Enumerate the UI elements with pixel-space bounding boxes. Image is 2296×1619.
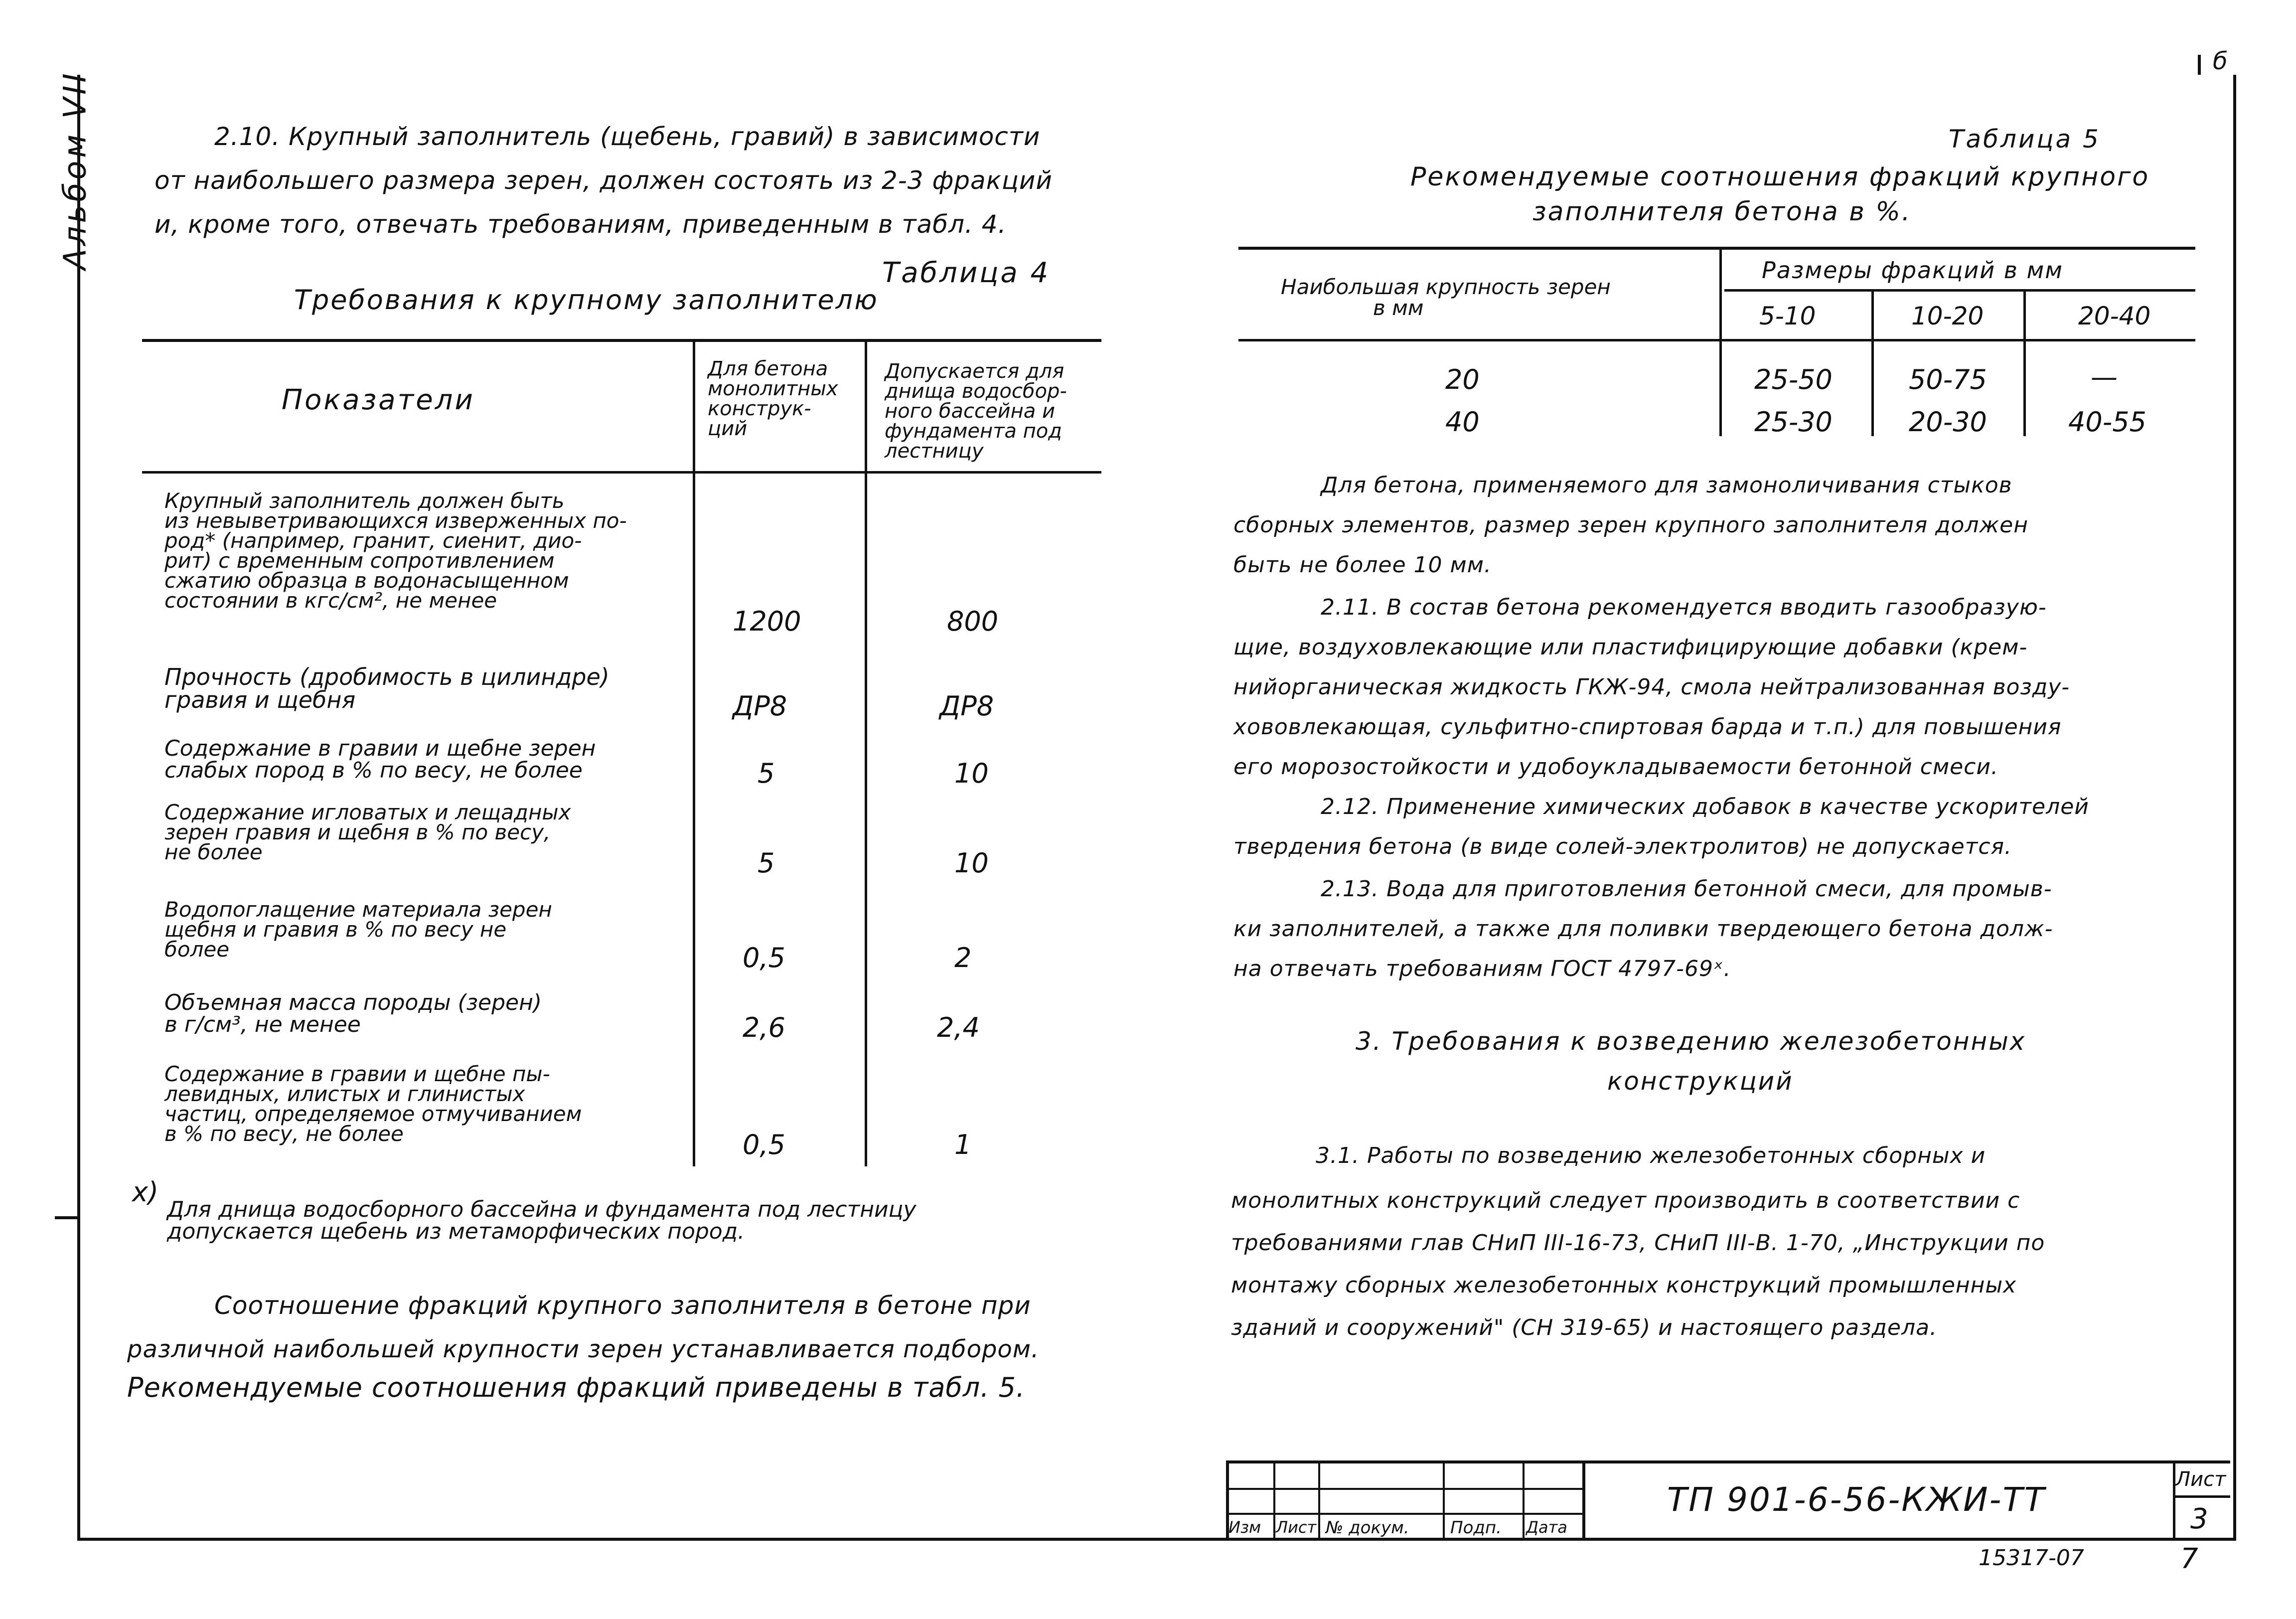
section-para-line: монолитных конструкций следует производить в соответствии с <box>1231 1188 2020 1213</box>
table5-head-col: 10-20 <box>1911 302 1984 330</box>
table-row: Объемная масса породы (зерен) в г/см³, не менее <box>164 990 542 1037</box>
section-para-line: 3.1. Работы по возведению железобетонных сборных и <box>1316 1143 1986 1168</box>
table4-value: 0,5 <box>743 942 785 973</box>
table4-value: 0,5 <box>743 1129 785 1160</box>
table4-value: 2,4 <box>937 1012 980 1043</box>
table4-value: 10 <box>954 758 989 789</box>
table5-label: Таблица 5 <box>1949 125 2101 154</box>
table5-value: 40-55 <box>2068 406 2146 438</box>
table-row: Крупный заполнитель должен быть из невыветривающихся изверженных по- род* (например, гранит, сиенит, дио- рит) с временным сопротивлением сжатию образца в водонасыщенном состоянии в кгс/см², не менее <box>164 488 627 613</box>
stamp-col: Изм <box>1228 1518 1261 1537</box>
table4-value: 5 <box>758 758 775 789</box>
drawing-code: ТП 901-6-56-КЖИ-ТТ <box>1667 1480 2046 1519</box>
margin-tick <box>55 1216 77 1219</box>
para-line: нийорганическая жидкость ГКЖ-94, смола нейтрализованная возду- <box>1233 674 2070 700</box>
table-row: Содержание игловатых и лещадных зерен гравия и щебня в % по весу, не более <box>164 800 571 864</box>
para-line: 2.13. Вода для приготовления бетонной смеси, для промыв- <box>1321 876 2052 902</box>
para-line: ки заполнителей, а также для поливки твердеющего бетона долж- <box>1233 916 2053 942</box>
section-title-2: конструкций <box>1607 1067 1794 1096</box>
para-line: быть не более 10 мм. <box>1233 552 1492 578</box>
para-line: щие, воздуховлекающие или пластифицирующие добавки (крем- <box>1233 635 2028 660</box>
footnote-mark: x) <box>132 1176 159 1208</box>
sheet-number: 3 <box>2190 1503 2208 1535</box>
section-title-1: 3. Требования к возведению железобетонных <box>1356 1027 2026 1056</box>
outro-line-3: Рекомендуемые соотношения фракций приведены в табл. 5. <box>127 1372 1026 1403</box>
table5-value: — <box>2091 361 2118 393</box>
table5-size: 40 <box>1445 406 1480 438</box>
para-line: твердения бетона (в виде солей-электролитов) не допускается. <box>1233 834 2012 859</box>
para-line: Для бетона, применяемого для замоноличивания стыков <box>1321 473 2012 498</box>
stamp-col: Дата <box>1526 1518 1567 1537</box>
table-row: Содержание в гравии и щебне пы- левидных, илистых и глинистых частиц, определяемое отмучиванием в % по весу, не более <box>164 1062 582 1146</box>
table5-head-group: Размеры фракций в мм <box>1762 257 2063 284</box>
intro-line-2: от наибольшего размера зерен, должен состоять из 2-3 фракций <box>154 166 1053 195</box>
table5-head-col: 5-10 <box>1759 302 1816 330</box>
intro-line-3: и, кроме того, отвечать требованиям, приведенным в табл. 4. <box>154 210 1007 239</box>
para-line: его морозостойкости и удобоукладываемости бетонной смеси. <box>1233 754 1998 780</box>
table4-value: 10 <box>954 847 989 879</box>
page-number: 7 <box>2180 1543 2198 1575</box>
para-line: сборных элементов, размер зерен крупного заполнителя должен <box>1233 512 2029 538</box>
inventory-number: 15317-07 <box>1979 1545 2084 1571</box>
stamp-col: Подп. <box>1450 1518 1502 1538</box>
table5-head-size: Наибольшая крупность зерен в мм <box>1281 275 1611 320</box>
section-para-line: монтажу сборных железобетонных конструкций промышленных <box>1231 1273 2017 1298</box>
table-row: Содержание в гравии и щебне зерен слабых пород в % по весу, не более <box>164 736 596 783</box>
table5-title-2: заполнителя бетона в %. <box>1532 197 1912 227</box>
album-label: Альбом VII <box>56 70 93 270</box>
table-row: Прочность (дробимость в цилиндре) гравия и щебня <box>164 663 610 713</box>
table4-value: 1200 <box>733 606 801 637</box>
stamp-col: № докум. <box>1326 1518 1409 1538</box>
table4-title: Требования к крупному заполнителю <box>294 284 879 316</box>
table4-value: ДР8 <box>733 690 787 722</box>
para-line: хововлекающая, сульфитно-спиртовая барда и т.п.) для повышения <box>1233 714 2062 740</box>
table4-label: Таблица 4 <box>882 257 1051 289</box>
table4-header-allowed: Допускается для днища водосбор- ного бассейна и фундамента под лестницу <box>885 360 1067 463</box>
para-line: 2.12. Применение химических добавок в качестве ускорителей <box>1321 794 2089 819</box>
table5-value: 25-30 <box>1754 406 1833 438</box>
table4-header-monolithic: Для бетона монолитных конструк- ций <box>708 357 838 440</box>
para-line: на отвечать требованиям ГОСТ 4797-69ˣ. <box>1233 956 1731 981</box>
table5-size: 20 <box>1445 364 1480 395</box>
table4-footnote: Для днища водосборного бассейна и фундамента под лестницу допускается щебень из метаморфических пород. <box>167 1197 917 1244</box>
table4-value: 2,6 <box>743 1012 785 1043</box>
table4-value: 5 <box>758 847 775 879</box>
outro-line-1: Соотношение фракций крупного заполнителя в бетоне при <box>214 1291 1031 1320</box>
table4-value: 1 <box>954 1129 972 1160</box>
stamp-col: Лист <box>1276 1518 1317 1537</box>
table5-head-col: 20-40 <box>2078 302 2151 330</box>
table-row: Водопоглащение материала зерен щебня и гравия в % по весу не более <box>164 897 552 962</box>
sheet-label: Лист <box>2175 1468 2226 1491</box>
table4-value: 2 <box>954 942 972 973</box>
table5-value: 50-75 <box>1909 364 1987 395</box>
para-line: 2.11. В состав бетона рекомендуется вводить газообразую- <box>1321 595 2047 620</box>
corner-mark: б <box>2213 47 2228 75</box>
section-para-line: требованиями глав СНиП III-16-73, СНиП III-В. 1-70, „Инструкции по <box>1231 1230 2045 1256</box>
table5-title-1: Рекомендуемые соотношения фракций крупного <box>1410 162 2150 192</box>
table5-value: 25-50 <box>1754 364 1833 395</box>
outro-line-2: различной наибольшей крупности зерен устанавливается подбором. <box>127 1335 1040 1363</box>
table4-value: ДР8 <box>939 690 994 722</box>
corner-tick <box>2198 55 2201 75</box>
section-para-line: зданий и сооружений" (СН 319-65) и настоящего раздела. <box>1231 1315 1938 1340</box>
table5-value: 20-30 <box>1909 406 1987 438</box>
table4-header-indicators: Показатели <box>282 384 475 416</box>
table4-value: 800 <box>947 606 999 637</box>
intro-line-1: 2.10. Крупный заполнитель (щебень, гравий) в зависимости <box>214 122 1041 151</box>
